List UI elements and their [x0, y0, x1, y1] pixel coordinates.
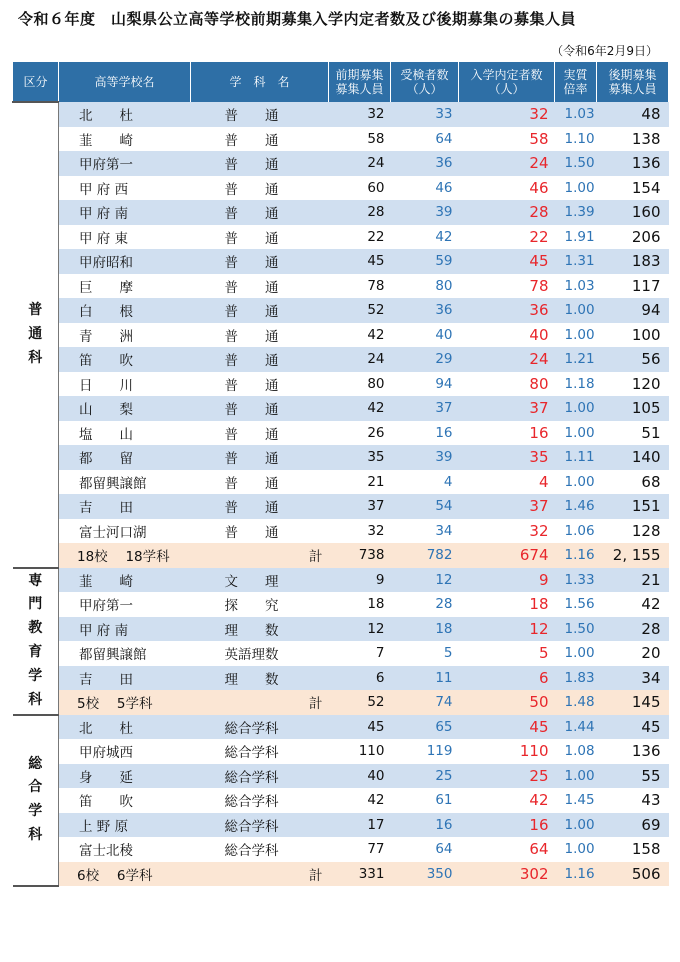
table-row [13, 347, 669, 372]
examinees: 4 [391, 470, 459, 495]
school-name: 甲府昭和 [59, 249, 191, 274]
zenki-capacity: 28 [329, 200, 391, 225]
department-name: 英語理数 [191, 641, 329, 666]
examinees: 16 [391, 421, 459, 446]
department-name: 普 通 [191, 494, 329, 519]
school-name: 甲 府 南 [59, 200, 191, 225]
admission-table [12, 62, 669, 887]
admitted: 32 [459, 519, 555, 544]
zenki-capacity: 26 [329, 421, 391, 446]
kouki-capacity: 151 [597, 494, 669, 519]
admitted: 28 [459, 200, 555, 225]
table-row [13, 519, 669, 544]
department-name: 文 理 [191, 568, 329, 593]
table-row [13, 715, 669, 740]
examinees: 42 [391, 225, 459, 250]
department-name: 普 通 [191, 176, 329, 201]
examinees: 18 [391, 617, 459, 642]
page-title: 令和６年度 山梨県公立高等学校前期募集入学内定者数及び後期募集の募集人員 [18, 10, 577, 28]
examinees: 119 [391, 739, 459, 764]
category-char: 通 [28, 325, 43, 342]
date-label: （令和6年2月9日） [551, 44, 658, 58]
kouki-capacity: 100 [597, 323, 669, 348]
zenki-capacity: 78 [329, 274, 391, 299]
table-row [13, 225, 669, 250]
school-name: 韮 崎 [59, 127, 191, 152]
zenki-capacity: 77 [329, 837, 391, 862]
table-row [13, 372, 669, 397]
kouki-capacity: 55 [597, 764, 669, 789]
kouki-capacity: 20 [597, 641, 669, 666]
table-row [13, 813, 669, 838]
admitted: 45 [459, 715, 555, 740]
total-rate: 1.48 [555, 690, 597, 715]
kouki-capacity: 136 [597, 739, 669, 764]
school-name: 甲府第一 [59, 151, 191, 176]
table-row [13, 641, 669, 666]
department-name: 理 数 [191, 666, 329, 691]
total-admitted: 674 [459, 543, 555, 568]
rate: 1.00 [555, 470, 597, 495]
zenki-capacity: 24 [329, 151, 391, 176]
examinees: 25 [391, 764, 459, 789]
rate: 1.83 [555, 666, 597, 691]
school-name: 韮 崎 [59, 568, 191, 593]
kouki-capacity: 140 [597, 445, 669, 470]
total-capacity: 52 [329, 690, 391, 715]
school-name: 塩 山 [59, 421, 191, 446]
rate: 1.00 [555, 176, 597, 201]
school-name: 甲府城西 [59, 739, 191, 764]
examinees: 94 [391, 372, 459, 397]
school-name: 都 留 [59, 445, 191, 470]
kouki-capacity: 34 [597, 666, 669, 691]
table-row [13, 788, 669, 813]
rate: 1.21 [555, 347, 597, 372]
department-name: 探 究 [191, 592, 329, 617]
table-row [13, 274, 669, 299]
header-kouki-line1: 後期募集 [608, 68, 657, 82]
admitted: 36 [459, 298, 555, 323]
table-row [13, 837, 669, 862]
header-zenki [329, 62, 391, 102]
zenki-capacity: 37 [329, 494, 391, 519]
school-name: 青 洲 [59, 323, 191, 348]
category-char: 学 [28, 803, 43, 820]
department-name: 普 通 [191, 102, 329, 127]
department-name: 総合学科 [191, 764, 329, 789]
admitted: 32 [459, 102, 555, 127]
rate: 1.91 [555, 225, 597, 250]
department-name: 総合学科 [191, 788, 329, 813]
header-kouki-line2: 募集人員 [608, 82, 657, 96]
admitted: 64 [459, 837, 555, 862]
rate: 1.08 [555, 739, 597, 764]
header-examinees-line2: （人） [406, 82, 443, 96]
kouki-capacity: 105 [597, 396, 669, 421]
admitted: 5 [459, 641, 555, 666]
header-admitted-line2: （人） [488, 82, 525, 96]
kouki-capacity: 158 [597, 837, 669, 862]
examinees: 5 [391, 641, 459, 666]
header-rate-line2: 倍率 [563, 82, 588, 96]
department-name: 普 通 [191, 347, 329, 372]
examinees: 33 [391, 102, 459, 127]
admitted: 6 [459, 666, 555, 691]
header-department: 学 科 名 [191, 62, 329, 102]
examinees: 64 [391, 837, 459, 862]
school-name: 都留興譲館 [59, 470, 191, 495]
table-row [13, 445, 669, 470]
total-kei: 計 [191, 690, 329, 715]
table-row [13, 739, 669, 764]
header-kouki [597, 62, 669, 102]
kouki-capacity: 56 [597, 347, 669, 372]
zenki-capacity: 80 [329, 372, 391, 397]
rate: 1.03 [555, 102, 597, 127]
examinees: 11 [391, 666, 459, 691]
total-label: 6校 6学科 [59, 862, 191, 887]
department-name: 普 通 [191, 470, 329, 495]
admitted: 110 [459, 739, 555, 764]
total-kouki: 506 [597, 862, 669, 887]
rate: 1.31 [555, 249, 597, 274]
header-rate [555, 62, 597, 102]
admitted: 42 [459, 788, 555, 813]
total-kouki: 145 [597, 690, 669, 715]
header-admitted [459, 62, 555, 102]
rate: 1.39 [555, 200, 597, 225]
examinees: 39 [391, 445, 459, 470]
total-kei: 計 [191, 862, 329, 887]
kouki-capacity: 117 [597, 274, 669, 299]
department-name: 総合学科 [191, 739, 329, 764]
department-name: 普 通 [191, 151, 329, 176]
rate: 1.10 [555, 127, 597, 152]
zenki-capacity: 17 [329, 813, 391, 838]
admitted: 78 [459, 274, 555, 299]
kouki-capacity: 138 [597, 127, 669, 152]
department-name: 普 通 [191, 421, 329, 446]
examinees: 80 [391, 274, 459, 299]
kouki-capacity: 51 [597, 421, 669, 446]
examinees: 34 [391, 519, 459, 544]
kouki-capacity: 94 [597, 298, 669, 323]
rate: 1.18 [555, 372, 597, 397]
admitted: 46 [459, 176, 555, 201]
zenki-capacity: 12 [329, 617, 391, 642]
rate: 1.00 [555, 421, 597, 446]
rate: 1.56 [555, 592, 597, 617]
zenki-capacity: 9 [329, 568, 391, 593]
rate: 1.44 [555, 715, 597, 740]
rate: 1.06 [555, 519, 597, 544]
table-row [13, 617, 669, 642]
header-school: 高等学校名 [59, 62, 191, 102]
school-name: 身 延 [59, 764, 191, 789]
table-row [13, 494, 669, 519]
admitted: 80 [459, 372, 555, 397]
zenki-capacity: 22 [329, 225, 391, 250]
total-capacity: 331 [329, 862, 391, 887]
examinees: 54 [391, 494, 459, 519]
examinees: 46 [391, 176, 459, 201]
admitted: 22 [459, 225, 555, 250]
header-rate-line1: 実質 [563, 68, 588, 82]
department-name: 普 通 [191, 274, 329, 299]
department-name: 普 通 [191, 323, 329, 348]
examinees: 64 [391, 127, 459, 152]
examinees: 65 [391, 715, 459, 740]
school-name: 笛 吹 [59, 788, 191, 813]
admitted: 45 [459, 249, 555, 274]
admitted: 12 [459, 617, 555, 642]
zenki-capacity: 21 [329, 470, 391, 495]
total-examinees: 782 [391, 543, 459, 568]
category-sogo [13, 715, 59, 887]
school-name: 北 杜 [59, 102, 191, 127]
examinees: 40 [391, 323, 459, 348]
admitted: 24 [459, 151, 555, 176]
department-name: 普 通 [191, 372, 329, 397]
table-row [13, 396, 669, 421]
department-name: 普 通 [191, 298, 329, 323]
admitted: 35 [459, 445, 555, 470]
category-char: 科 [28, 349, 43, 366]
rate: 1.50 [555, 617, 597, 642]
rate: 1.45 [555, 788, 597, 813]
kouki-capacity: 48 [597, 102, 669, 127]
school-name: 北 杜 [59, 715, 191, 740]
department-name: 普 通 [191, 200, 329, 225]
rate: 1.03 [555, 274, 597, 299]
department-name: 総合学科 [191, 837, 329, 862]
rate: 1.00 [555, 298, 597, 323]
table-row [13, 151, 669, 176]
zenki-capacity: 24 [329, 347, 391, 372]
table-row [13, 666, 669, 691]
school-name: 富士北稜 [59, 837, 191, 862]
category-char: 教 [28, 620, 43, 637]
examinees: 16 [391, 813, 459, 838]
zenki-capacity: 60 [329, 176, 391, 201]
school-name: 甲府第一 [59, 592, 191, 617]
rate: 1.46 [555, 494, 597, 519]
admitted: 58 [459, 127, 555, 152]
admitted: 18 [459, 592, 555, 617]
rate: 1.00 [555, 323, 597, 348]
kouki-capacity: 136 [597, 151, 669, 176]
examinees: 36 [391, 298, 459, 323]
total-label: 5校 5学科 [59, 690, 191, 715]
rate: 1.11 [555, 445, 597, 470]
total-examinees: 74 [391, 690, 459, 715]
school-name: 甲 府 西 [59, 176, 191, 201]
school-name: 吉 田 [59, 494, 191, 519]
admitted: 16 [459, 813, 555, 838]
zenki-capacity: 42 [329, 396, 391, 421]
school-name: 日 川 [59, 372, 191, 397]
zenki-capacity: 40 [329, 764, 391, 789]
department-name: 普 通 [191, 519, 329, 544]
school-name: 巨 摩 [59, 274, 191, 299]
category-char: 普 [28, 302, 43, 319]
kouki-capacity: 183 [597, 249, 669, 274]
category-senmon [13, 568, 59, 715]
category-futsu [13, 102, 59, 568]
header-examinees [391, 62, 459, 102]
kouki-capacity: 206 [597, 225, 669, 250]
table-row [13, 102, 669, 127]
zenki-capacity: 110 [329, 739, 391, 764]
school-name: 甲 府 南 [59, 617, 191, 642]
rate: 1.00 [555, 641, 597, 666]
admitted: 25 [459, 764, 555, 789]
kouki-capacity: 69 [597, 813, 669, 838]
kouki-capacity: 42 [597, 592, 669, 617]
kouki-capacity: 154 [597, 176, 669, 201]
examinees: 12 [391, 568, 459, 593]
examinees: 29 [391, 347, 459, 372]
school-name: 富士河口湖 [59, 519, 191, 544]
zenki-capacity: 52 [329, 298, 391, 323]
admitted: 37 [459, 396, 555, 421]
rate: 1.50 [555, 151, 597, 176]
rate: 1.00 [555, 764, 597, 789]
kouki-capacity: 120 [597, 372, 669, 397]
examinees: 28 [391, 592, 459, 617]
zenki-capacity: 32 [329, 102, 391, 127]
total-row [13, 543, 669, 568]
header-zenki-line1: 前期募集 [335, 68, 384, 82]
zenki-capacity: 32 [329, 519, 391, 544]
department-name: 普 通 [191, 396, 329, 421]
table-row [13, 323, 669, 348]
department-name: 総合学科 [191, 813, 329, 838]
zenki-capacity: 7 [329, 641, 391, 666]
category-char: 合 [28, 779, 43, 796]
kouki-capacity: 43 [597, 788, 669, 813]
school-name: 白 根 [59, 298, 191, 323]
admitted: 9 [459, 568, 555, 593]
total-row [13, 690, 669, 715]
zenki-capacity: 35 [329, 445, 391, 470]
department-name: 総合学科 [191, 715, 329, 740]
category-char: 専 [28, 572, 43, 589]
table-row [13, 421, 669, 446]
admitted: 37 [459, 494, 555, 519]
category-char: 門 [28, 596, 43, 613]
examinees: 61 [391, 788, 459, 813]
admitted: 16 [459, 421, 555, 446]
admitted: 40 [459, 323, 555, 348]
rate: 1.33 [555, 568, 597, 593]
zenki-capacity: 45 [329, 249, 391, 274]
kouki-capacity: 160 [597, 200, 669, 225]
header-row [13, 62, 669, 102]
total-kei: 計 [191, 543, 329, 568]
table-row [13, 298, 669, 323]
category-char: 総 [28, 755, 43, 772]
header-admitted-line1: 入学内定者数 [470, 68, 543, 82]
category-char: 科 [28, 691, 43, 708]
kouki-capacity: 45 [597, 715, 669, 740]
zenki-capacity: 42 [329, 788, 391, 813]
category-char: 科 [28, 827, 43, 844]
department-name: 普 通 [191, 225, 329, 250]
school-name: 上 野 原 [59, 813, 191, 838]
header-category: 区分 [13, 62, 59, 102]
category-char: 育 [28, 644, 43, 660]
total-admitted: 50 [459, 690, 555, 715]
zenki-capacity: 6 [329, 666, 391, 691]
kouki-capacity: 68 [597, 470, 669, 495]
total-examinees: 350 [391, 862, 459, 887]
rate: 1.00 [555, 837, 597, 862]
department-name: 理 数 [191, 617, 329, 642]
school-name: 笛 吹 [59, 347, 191, 372]
department-name: 普 通 [191, 445, 329, 470]
department-name: 普 通 [191, 249, 329, 274]
total-rate: 1.16 [555, 543, 597, 568]
table-row [13, 592, 669, 617]
rate: 1.00 [555, 396, 597, 421]
table-row [13, 764, 669, 789]
total-capacity: 738 [329, 543, 391, 568]
header-zenki-line2: 募集人員 [335, 82, 384, 96]
total-kouki: 2, 155 [597, 543, 669, 568]
table-row [13, 568, 669, 593]
examinees: 39 [391, 200, 459, 225]
kouki-capacity: 21 [597, 568, 669, 593]
school-name: 甲 府 東 [59, 225, 191, 250]
table-row [13, 127, 669, 152]
zenki-capacity: 18 [329, 592, 391, 617]
table-row [13, 176, 669, 201]
total-rate: 1.16 [555, 862, 597, 887]
total-row [13, 862, 669, 887]
school-name: 都留興譲館 [59, 641, 191, 666]
table-row [13, 200, 669, 225]
header-examinees-line1: 受検者数 [400, 68, 449, 82]
zenki-capacity: 45 [329, 715, 391, 740]
school-name: 山 梨 [59, 396, 191, 421]
kouki-capacity: 128 [597, 519, 669, 544]
table-row [13, 249, 669, 274]
zenki-capacity: 58 [329, 127, 391, 152]
school-name: 吉 田 [59, 666, 191, 691]
examinees: 37 [391, 396, 459, 421]
total-label: 18校 18学科 [59, 543, 191, 568]
kouki-capacity: 28 [597, 617, 669, 642]
admitted: 4 [459, 470, 555, 495]
admitted: 24 [459, 347, 555, 372]
rate: 1.00 [555, 813, 597, 838]
examinees: 36 [391, 151, 459, 176]
department-name: 普 通 [191, 127, 329, 152]
table-row [13, 470, 669, 495]
category-char: 学 [28, 667, 43, 684]
examinees: 59 [391, 249, 459, 274]
zenki-capacity: 42 [329, 323, 391, 348]
total-admitted: 302 [459, 862, 555, 887]
